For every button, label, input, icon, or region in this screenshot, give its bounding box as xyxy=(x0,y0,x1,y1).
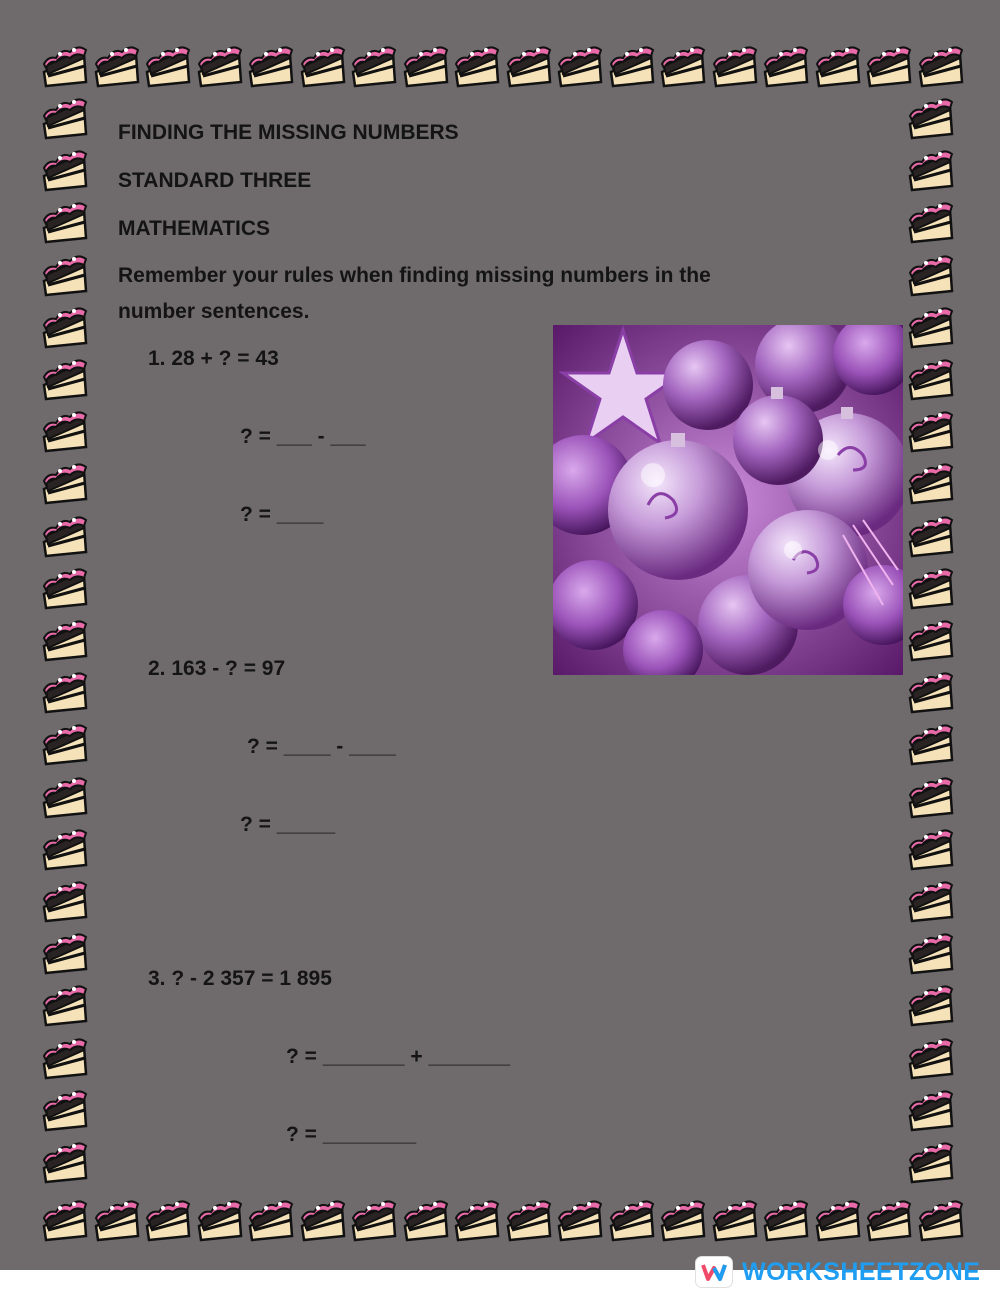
cake-slice-icon xyxy=(40,929,90,977)
cake-slice-icon xyxy=(607,1196,657,1244)
cake-slice-icon xyxy=(40,407,90,455)
instruction-line-2: number sentences. xyxy=(118,300,310,323)
cake-slice-icon xyxy=(710,1196,760,1244)
cake-slice-icon xyxy=(40,1086,90,1134)
cake-slice-icon xyxy=(916,1196,966,1244)
cake-slice-icon xyxy=(761,1196,811,1244)
cake-slice-icon xyxy=(298,1196,348,1244)
cake-slice-icon xyxy=(40,1034,90,1082)
cake-slice-icon xyxy=(40,1138,90,1186)
cake-slice-icon xyxy=(40,773,90,821)
cake-slice-icon xyxy=(761,42,811,90)
cake-slice-icon xyxy=(906,616,956,664)
cake-slice-icon xyxy=(504,1196,554,1244)
cake-slice-icon xyxy=(906,407,956,455)
cake-slice-icon xyxy=(298,42,348,90)
cake-slice-icon xyxy=(555,42,605,90)
cake-slice-icon xyxy=(864,42,914,90)
cake-slice-icon xyxy=(906,303,956,351)
cake-slice-icon xyxy=(452,42,502,90)
cake-slice-icon xyxy=(40,877,90,925)
cake-slice-icon xyxy=(906,877,956,925)
cake-slice-icon xyxy=(40,616,90,664)
cake-slice-icon xyxy=(658,1196,708,1244)
cake-slice-icon xyxy=(864,1196,914,1244)
standard-label: STANDARD THREE xyxy=(118,169,312,192)
cake-slice-icon xyxy=(906,773,956,821)
cake-slice-icon xyxy=(40,512,90,560)
problem-1-step-1: ? = ___ - ___ xyxy=(240,425,366,448)
cake-slice-icon xyxy=(92,1196,142,1244)
cake-slice-icon xyxy=(143,1196,193,1244)
worksheetzone-text: WORKSHEETZONE xyxy=(742,1257,981,1286)
cake-slice-icon xyxy=(906,146,956,194)
cake-slice-icon xyxy=(555,1196,605,1244)
cake-slice-icon xyxy=(906,198,956,246)
cake-slice-icon xyxy=(40,564,90,612)
problem-3-question: 3. ? - 2 357 = 1 895 xyxy=(148,967,332,990)
cake-slice-icon xyxy=(906,459,956,507)
cake-slice-icon xyxy=(40,355,90,403)
problem-2-question: 2. 163 - ? = 97 xyxy=(148,657,286,680)
cake-slice-icon xyxy=(40,981,90,1029)
cake-slice-icon xyxy=(906,1034,956,1082)
cake-slice-icon xyxy=(658,42,708,90)
cake-slice-icon xyxy=(40,146,90,194)
cake-slice-icon xyxy=(906,355,956,403)
cake-slice-icon xyxy=(195,42,245,90)
cake-slice-icon xyxy=(40,303,90,351)
cake-slice-icon xyxy=(40,251,90,299)
cake-slice-icon xyxy=(40,198,90,246)
cake-slice-icon xyxy=(906,94,956,142)
cake-slice-icon xyxy=(40,459,90,507)
cake-slice-icon xyxy=(40,1196,90,1244)
cake-slice-icon xyxy=(813,1196,863,1244)
cake-slice-icon xyxy=(92,42,142,90)
worksheetzone-branding xyxy=(696,1256,1000,1288)
worksheetzone-logo-icon xyxy=(696,1257,732,1287)
ornaments-photo xyxy=(553,325,903,675)
cake-slice-icon xyxy=(710,42,760,90)
cake-slice-icon xyxy=(40,720,90,768)
cake-slice-icon xyxy=(40,668,90,716)
cake-slice-icon xyxy=(349,42,399,90)
problem-1-step-2: ? = ____ xyxy=(240,503,324,526)
cake-slice-icon xyxy=(906,981,956,1029)
cake-slice-icon xyxy=(195,1196,245,1244)
cake-slice-icon xyxy=(916,42,966,90)
cake-slice-icon xyxy=(401,42,451,90)
cake-slice-icon xyxy=(143,42,193,90)
cake-slice-icon xyxy=(906,825,956,873)
subject-label: MATHEMATICS xyxy=(118,217,271,240)
cake-slice-icon xyxy=(40,94,90,142)
cake-slice-icon xyxy=(40,42,90,90)
cake-slice-icon xyxy=(452,1196,502,1244)
cake-slice-icon xyxy=(40,825,90,873)
cake-slice-icon xyxy=(906,720,956,768)
cake-slice-icon xyxy=(906,1138,956,1186)
cake-slice-icon xyxy=(906,512,956,560)
cake-slice-icon xyxy=(906,668,956,716)
cake-slice-icon xyxy=(246,42,296,90)
cake-slice-icon xyxy=(246,1196,296,1244)
cake-slice-icon xyxy=(906,929,956,977)
cake-slice-icon xyxy=(349,1196,399,1244)
worksheet-title: FINDING THE MISSING NUMBERS xyxy=(118,121,459,144)
cake-slice-icon xyxy=(906,564,956,612)
cake-slice-icon xyxy=(504,42,554,90)
problem-2-step-1: ? = ____ - ____ xyxy=(247,735,396,758)
cake-slice-icon xyxy=(401,1196,451,1244)
cake-slice-icon xyxy=(813,42,863,90)
problem-2-step-2: ? = _____ xyxy=(240,813,336,836)
problem-1-question: 1. 28 + ? = 43 xyxy=(148,347,279,370)
cake-slice-icon xyxy=(607,42,657,90)
problem-3-step-2: ? = ________ xyxy=(286,1123,417,1146)
problem-3-step-1: ? = _______ + _______ xyxy=(286,1045,511,1068)
instruction-line-1: Remember your rules when finding missing numbers in the xyxy=(118,264,711,287)
cake-slice-icon xyxy=(906,1086,956,1134)
cake-slice-icon xyxy=(906,251,956,299)
